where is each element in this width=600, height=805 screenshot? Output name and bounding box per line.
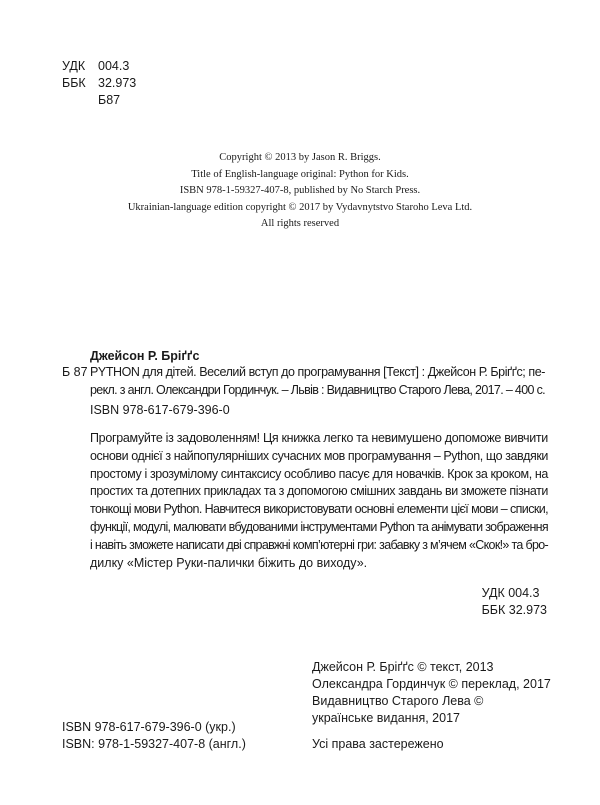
isbn-ukr: ISBN 978-617-679-396-0 (укр.)	[62, 720, 236, 734]
copyright-line: Ukrainian-language edition copyright © 2017 by Vydavnytstvo Staroho Leva Ltd.	[127, 201, 473, 213]
bbk-row	[62, 75, 136, 92]
credit-line: Джейсон Р. Бріґґс © текст, 2013	[312, 660, 494, 674]
credit-line: Видавництво Старого Лева ©	[312, 694, 484, 708]
annotation-line: дилку «Містер Руки-палички біжить до виходу».	[90, 555, 368, 570]
annotation-line: функції, модулі, малювати вбудованими інструментами Python та анімувати зображення	[90, 519, 548, 534]
bbk-label: ББК	[62, 76, 86, 90]
bib-line: рекл. з англ. Олександри Гординчук. – Львів : Видавництво Старого Лева, 2017. – 400 с.	[90, 382, 545, 397]
rights-reserved: Усі права застережено	[312, 737, 444, 751]
book-author: Джейсон Р. Бріґґс	[90, 349, 200, 363]
udk-bottom: УДК 004.3	[481, 586, 540, 600]
credit-line: Олександра Гординчук © переклад, 2017	[312, 677, 551, 691]
udk-row	[62, 58, 136, 75]
copyright-line: Copyright © 2013 by Jason R. Briggs.	[219, 152, 381, 163]
annotation-line: основи однієї з найпопулярніших сучасних мов програмування – Python, що завдяки	[90, 448, 548, 463]
credit-line: українське видання, 2017	[312, 711, 460, 725]
bbk-bottom: ББК 32.973	[481, 603, 547, 617]
author-code: Б 87	[62, 365, 88, 379]
classification-bottom	[482, 585, 547, 619]
annotation-line: простих та дотепних прикладах та з допомогою смішних завдань ви зможете пізнати	[90, 484, 548, 499]
annotation	[90, 430, 548, 572]
copyright-line: Title of English-language original: Python for Kids.	[191, 168, 409, 180]
copyright-line: All rights reserved	[260, 218, 340, 229]
annotation-line: Програмуйте із задоволенням! Ця книжка легко та невимушено допоможе вивчити	[90, 431, 548, 445]
bibliographic-description	[90, 364, 545, 399]
bbk-value: 32.973	[98, 76, 137, 90]
udk-label: УДК	[62, 59, 86, 73]
copyright-line: ISBN 978-1-59327-407-8, published by No Starch Press.	[179, 185, 421, 196]
annotation-line: тонкощі мови Python. Навчитеся використовувати основні елементи цієї мови – списки,	[90, 502, 548, 517]
udk-value: 004.3	[98, 59, 130, 73]
isbn-eng: ISBN: 978-1-59327-407-8 (англ.)	[62, 737, 246, 751]
bib-isbn: ISBN 978-617-679-396-0	[90, 403, 230, 417]
annotation-line: простому і зрозумілому синтаксису особливо пасує для новачків. Крок за кроком, на	[90, 466, 548, 481]
isbn-block	[62, 719, 246, 753]
author-sign-row	[62, 92, 136, 109]
annotation-line: і навіть зможете написати дві справжні комп’ютерні гри: забавку з м’ячем «Скок!» та бро-	[90, 537, 548, 552]
bib-line: PYTHON для дітей. Веселий вступ до програмування [Текст] : Джейсон Р. Бріґґс; пе-	[90, 365, 545, 379]
copyright-block	[0, 150, 600, 233]
author-sign: Б87	[98, 93, 121, 107]
classification-top	[62, 58, 136, 109]
credits-block	[312, 659, 551, 727]
